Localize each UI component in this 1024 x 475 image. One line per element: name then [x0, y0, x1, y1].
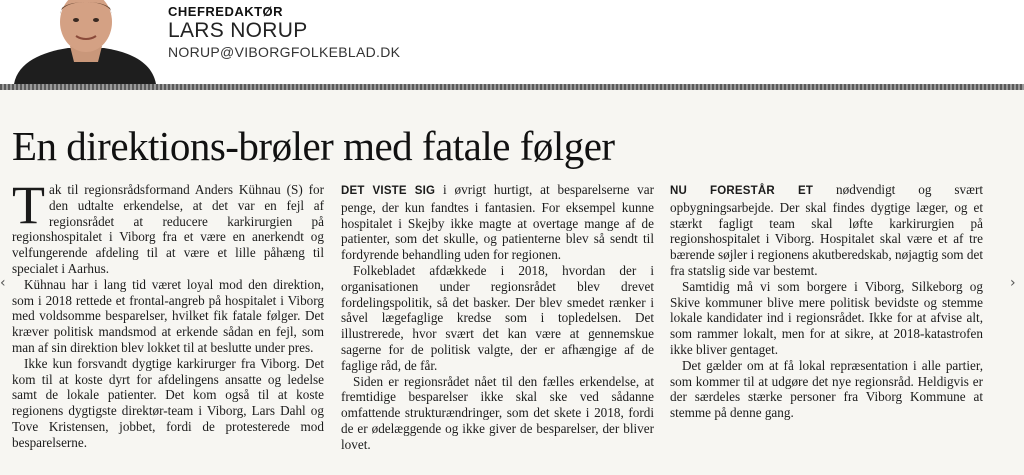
paragraph — [670, 182, 983, 279]
paragraph-text: nødvendigt og svært opbygningsarbejde. Der skal findes dygtige læger, og et stærkt fagligt team skal løfte karkirurgien på regionshospitalet i Viborg. Hospitalet skal være et af tre bærende søjler i regionens akutberedskab, nøjagtig som det fra statslig side var bestemt. — [670, 182, 983, 278]
paragraph-text: i øvrigt hurtigt, at besparelserne var penge, der kun fandtes i fantasien. For eksempel kunne hospitalet i Skejby ikke magte at overtage mange af de patienter, som det skulle, og patienterne blev så sendt til fordyrende behandling uden for regionen. — [341, 182, 654, 263]
chevron-left-icon[interactable]: ‹ — [0, 275, 6, 291]
section-kicker: NU FORESTÅR ET — [670, 185, 814, 197]
columnist-header — [0, 0, 1024, 84]
drop-cap: T — [12, 175, 45, 235]
paragraph-text: ak til regionsrådsformand Anders Kühnau (S) for den udtalte erkendelse, at det var en fejl af regionsrådet at reducere karkirurgien på regionshospitalet i Viborg fra et være en anerkendt og velfungerende afdeling til at være et lille påhæng til specialet i Aarhus. — [12, 182, 324, 276]
paragraph — [341, 182, 654, 263]
article-headline: En direktions-brøler med fatale følger — [12, 123, 615, 169]
section-kicker: DET VISTE SIG — [341, 185, 436, 197]
author-photo — [12, 0, 158, 84]
article-column-3 — [670, 182, 983, 421]
paragraph: Kühnau har i lang tid været loyal mod den direktion, som i 2018 rettede et frontal-angreb på hospitalet i Viborg med voldsomme besparelser, hvilket fik fatale følger. Det kræver politisk mandsmod at erkende sådan en fejl, som man af sin direktion blev lokket til at beslutte under pres. — [12, 276, 324, 355]
paragraph — [12, 175, 324, 277]
columnist-name: LARS NORUP — [168, 19, 308, 42]
paragraph: Det gælder om at få lokal repræsentation i alle partier, som kommer til at udgøre det nye regionsråd. Heldigvis er der særdeles stærke personer fra Viborg Kommune at stemme på denne gang. — [670, 357, 983, 421]
chevron-right-icon[interactable]: › — [1010, 275, 1016, 291]
columnist-role: CHEFREDAKTØR — [168, 4, 284, 19]
author-portrait-icon — [12, 0, 158, 84]
paragraph: Samtidig må vi som borgere i Viborg, Silkeborg og Skive kommuner blive mere politisk bevidste og stemme lokale kandidater ind i regionsrådet. Ikke for at afvise alt, som rammer lokalt, men for at sikre, at 2018-katastrofen ikke bliver gentaget. — [670, 278, 983, 357]
header-divider — [0, 84, 1024, 90]
paragraph: Folkebladet afdækkede i 2018, hvordan der i organisationen under regionsrådet blev drevet fordelingspolitik, så det basker. Der blev smedet rænker i såvel lægefaglige kredse som i topledelsen. Det illustrerede, hvor svært det kan være at gennemskue sagerne for de politisk valgte, der er afhængige af de faglige råd, de får. — [341, 262, 654, 373]
article-column-1 — [12, 175, 324, 451]
paragraph: Ikke kun forsvandt dygtige karkirurger fra Viborg. Det kom til at koste dyrt for afdelingens ansatte og ledelse samt de lokale patienter. Det kom også til at koste regionens dygtigste direktør-team i Viborg, Lars Dahl og Tove Kristensen, jobbet, fordi de protesterede mod besparelserne. — [12, 355, 324, 450]
columnist-email[interactable]: NORUP@VIBORGFOLKEBLAD.DK — [168, 44, 401, 60]
paragraph: Siden er regionsrådet nået til den fælles erkendelse, at fremtidige besparelser ikke skal ske ved sådanne omfattende strukturændringer, som det skete i 2018, fordi de er ødelæggende og ikke giver de besparelser, der bliver lovet. — [341, 373, 654, 452]
article-column-2 — [341, 182, 654, 453]
